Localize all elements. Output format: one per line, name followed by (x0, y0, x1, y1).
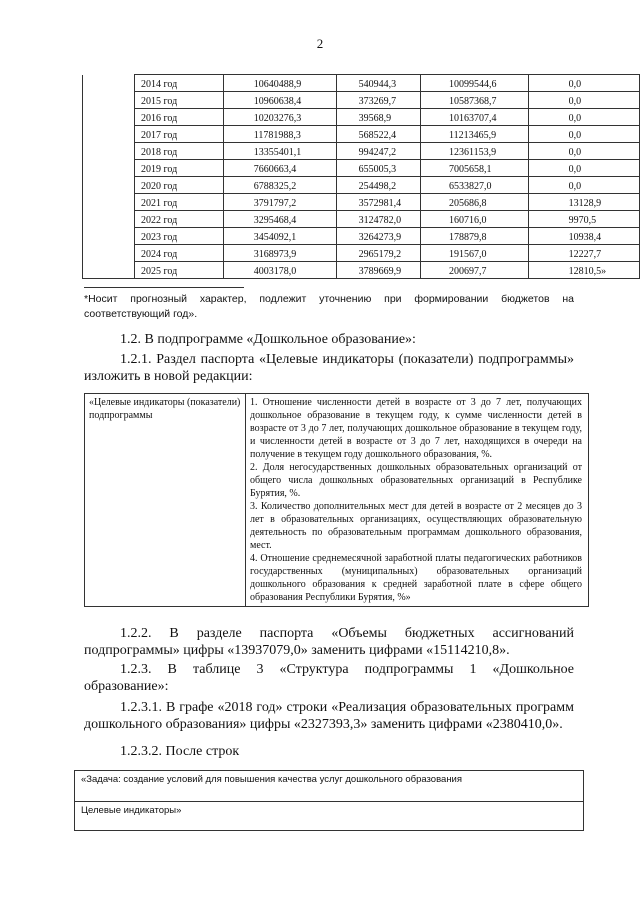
budget-value-cell: 12361153,9 (420, 143, 528, 160)
budget-blank-cell (83, 194, 135, 211)
budget-value-cell: 160716,0 (420, 211, 528, 228)
budget-table-row (83, 211, 640, 228)
footnote: *Носит прогнозный характер, подлежит уточнению при формировании бюджетов на соответствующий год». (84, 293, 574, 320)
budget-value-cell: 12227,7 (528, 245, 639, 262)
budget-total-cell: 11781988,3 (223, 126, 336, 143)
indicators-label: «Целевые индикаторы (показатели) подпрограммы (85, 394, 246, 607)
budget-value-cell: 0,0 (528, 92, 639, 109)
budget-value-cell: 3572981,4 (336, 194, 420, 211)
budget-value-cell: 11213465,9 (420, 126, 528, 143)
budget-table-row (83, 143, 640, 160)
budget-table-row (83, 228, 640, 245)
indicator-item-2: 2. Доля негосударственных дошкольных образовательных организаций от общего числа дошкольных образовательных организаций в Республике Бурятия, %. (250, 462, 582, 499)
budget-value-cell: 178879,8 (420, 228, 528, 245)
budget-value-cell: 10938,4 (528, 228, 639, 245)
budget-total-cell: 13355401,1 (223, 143, 336, 160)
budget-value-cell: 540944,3 (336, 75, 420, 92)
budget-table-row (83, 194, 640, 211)
budget-value-cell: 254498,2 (336, 177, 420, 194)
budget-value-cell: 10587368,7 (420, 92, 528, 109)
budget-value-cell: 9970,5 (528, 211, 639, 228)
budget-total-cell: 3454092,1 (223, 228, 336, 245)
budget-value-cell: 373269,7 (336, 92, 420, 109)
budget-year-cell: 2017 год (135, 126, 224, 143)
indicator-item-4: 4. Отношение среднемесячной заработной платы педагогических работников государственных (муниципальных) образовательных организаций дошкольного образования к средней заработной плате в сфере общего образования Республики Бурятия, %» (250, 553, 582, 603)
budget-blank-cell (83, 228, 135, 245)
budget-blank-cell (83, 245, 135, 262)
budget-table-row (83, 160, 640, 177)
budget-total-cell: 6788325,2 (223, 177, 336, 194)
budget-value-cell: 0,0 (528, 160, 639, 177)
indicator-item-1: 1. Отношение численности детей в возрасте от 3 до 7 лет, получающих дошкольное образование в текущем году, к сумме численности детей в возрасте от 3 до 7 лет, получающих дошкольное образование в текущем году, и численности детей в возрасте от 3 до 7 лет, находящихся в очереди на получение в текущем году дошкольного образования, %. (250, 397, 582, 460)
indicators-row (85, 394, 589, 607)
paragraph-1-2-2: 1.2.2. В разделе паспорта «Объемы бюджетных ассигнований подпрограммы» цифры «13937079,0» заменить цифрами «15114210,8». (84, 626, 574, 658)
paragraph-1-2: 1.2. В подпрограмме «Дошкольное образование»: (120, 332, 416, 347)
budget-total-cell: 7660663,4 (223, 160, 336, 177)
budget-value-cell: 0,0 (528, 143, 639, 160)
budget-year-cell: 2019 год (135, 160, 224, 177)
paragraph-1-2-3: 1.2.3. В таблице 3 «Структура подпрограммы 1 «Дошкольное образование»: (84, 662, 574, 694)
structure-task-cell: «Задача: создание условий для повышения качества услуг дошкольного образования (75, 771, 584, 802)
budget-value-cell: 568522,4 (336, 126, 420, 143)
budget-value-cell: 191567,0 (420, 245, 528, 262)
budget-total-cell: 3295468,4 (223, 211, 336, 228)
structure-row (75, 771, 584, 802)
budget-year-cell: 2021 год (135, 194, 224, 211)
budget-value-cell: 3124782,0 (336, 211, 420, 228)
budget-year-cell: 2014 год (135, 75, 224, 92)
paragraph-1-2-1: 1.2.1. Раздел паспорта «Целевые индикаторы (показатели) подпрограммы» изложить в новой редакции: (84, 352, 574, 384)
budget-year-cell: 2022 год (135, 211, 224, 228)
budget-total-cell: 3168973,9 (223, 245, 336, 262)
paragraph-1-2-3-2: 1.2.3.2. После строк (120, 744, 240, 759)
budget-value-cell: 0,0 (528, 75, 639, 92)
budget-value-cell: 205686,8 (420, 194, 528, 211)
structure-indicators-cell: Целевые индикаторы» (75, 802, 584, 831)
budget-value-cell: 12810,5» (528, 262, 639, 279)
structure-row (75, 802, 584, 831)
paragraph-1-2-3-1: 1.2.3.1. В графе «2018 год» строки «Реализация образовательных программ дошкольного образования» цифры «2327393,3» заменить цифрами «2380410,0». (84, 700, 574, 732)
budget-total-cell: 3791797,2 (223, 194, 336, 211)
budget-blank-cell (83, 75, 135, 92)
budget-total-cell: 10640488,9 (223, 75, 336, 92)
budget-year-cell: 2016 год (135, 109, 224, 126)
indicators-table (84, 393, 589, 607)
budget-blank-cell (83, 262, 135, 279)
budget-table-row (83, 109, 640, 126)
budget-value-cell: 3264273,9 (336, 228, 420, 245)
structure-table (74, 770, 584, 831)
budget-blank-cell (83, 92, 135, 109)
budget-year-cell: 2015 год (135, 92, 224, 109)
indicator-item-3: 3. Количество дополнительных мест для детей в возрасте от 2 месяцев до 3 лет в образовательных организациях, осуществляющих образовательную деятельность по образовательным программам дошкольного образования, мест. (250, 501, 582, 551)
indicators-list (246, 394, 589, 607)
budget-blank-cell (83, 177, 135, 194)
budget-value-cell: 0,0 (528, 177, 639, 194)
budget-table-body (83, 75, 640, 279)
budget-value-cell: 7005658,1 (420, 160, 528, 177)
budget-value-cell: 994247,2 (336, 143, 420, 160)
budget-year-cell: 2020 год (135, 177, 224, 194)
budget-blank-cell (83, 126, 135, 143)
budget-value-cell: 10099544,6 (420, 75, 528, 92)
budget-blank-cell (83, 160, 135, 177)
budget-total-cell: 4003178,0 (223, 262, 336, 279)
budget-blank-cell (83, 211, 135, 228)
budget-total-cell: 10203276,3 (223, 109, 336, 126)
budget-value-cell: 655005,3 (336, 160, 420, 177)
budget-value-cell: 10163707,4 (420, 109, 528, 126)
budget-value-cell: 0,0 (528, 109, 639, 126)
budget-year-cell: 2024 год (135, 245, 224, 262)
budget-year-cell: 2023 год (135, 228, 224, 245)
budget-total-cell: 10960638,4 (223, 92, 336, 109)
budget-blank-cell (83, 143, 135, 160)
budget-value-cell: 6533827,0 (420, 177, 528, 194)
budget-value-cell: 3789669,9 (336, 262, 420, 279)
budget-value-cell: 200697,7 (420, 262, 528, 279)
footnote-separator (84, 287, 244, 288)
budget-table-row (83, 262, 640, 279)
budget-year-cell: 2025 год (135, 262, 224, 279)
budget-value-cell: 0,0 (528, 126, 639, 143)
budget-table-row (83, 126, 640, 143)
budget-value-cell: 2965179,2 (336, 245, 420, 262)
budget-table-row (83, 92, 640, 109)
budget-table (82, 74, 640, 279)
budget-table-row (83, 75, 640, 92)
budget-value-cell: 39568,9 (336, 109, 420, 126)
budget-year-cell: 2018 год (135, 143, 224, 160)
budget-value-cell: 13128,9 (528, 194, 639, 211)
budget-blank-cell (83, 109, 135, 126)
budget-table-row (83, 177, 640, 194)
page-number: 2 (316, 36, 324, 51)
budget-table-row (83, 245, 640, 262)
